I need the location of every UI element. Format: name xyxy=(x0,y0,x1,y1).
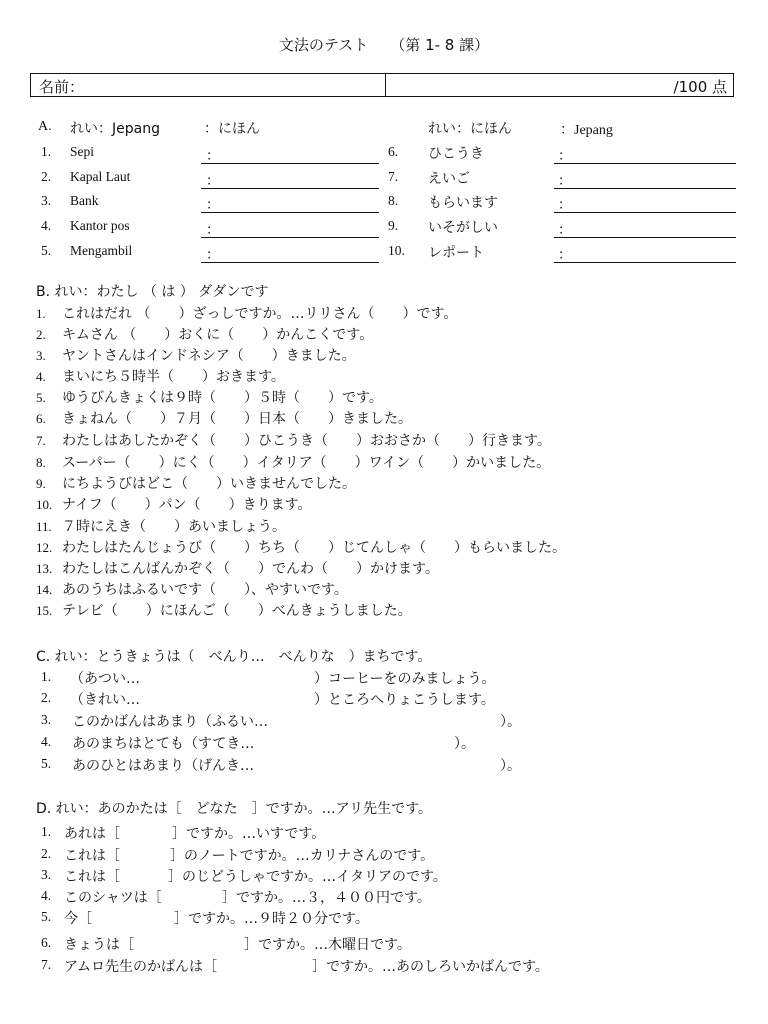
item-text: 今［ xyxy=(64,911,92,927)
item-text: ）。 xyxy=(500,714,521,730)
section-b-header: B. れい：わたし （ は ） ダダンです xyxy=(36,284,269,300)
section-a-example-left xyxy=(70,118,160,138)
section-a-example-right-text: れい：にほん xyxy=(428,121,512,137)
item-number: 7. xyxy=(36,433,46,448)
list-item[interactable] xyxy=(36,345,356,365)
item-text: ］ですか。…３，４００円です。 xyxy=(222,890,431,906)
item-text: あのうちはふるいです（ ）、やすいです。 xyxy=(62,582,348,598)
answer-line[interactable] xyxy=(554,188,736,189)
item-number: 1. xyxy=(36,306,46,321)
name-score-box xyxy=(30,73,734,97)
item-text: あのひとはあまり（げんき… xyxy=(72,758,254,774)
vocab-number: 1. xyxy=(41,144,52,159)
item-number: 4. xyxy=(41,888,52,903)
vocab-number: 4. xyxy=(41,218,52,233)
item-number: 12. xyxy=(36,540,53,555)
item-number: 9. xyxy=(36,476,46,491)
item-text: わたしはあしたかぞく（ ）ひこうき（ ）おおさか（ ）行きます。 xyxy=(62,433,551,449)
item-number: 13. xyxy=(36,561,53,576)
list-item[interactable] xyxy=(36,600,412,620)
vocab-word: Kapal Laut xyxy=(70,169,131,184)
vocab-colon: ： xyxy=(206,247,220,263)
item-number: 14. xyxy=(36,582,53,597)
list-item[interactable] xyxy=(36,387,383,407)
item-number: 3. xyxy=(41,712,52,727)
item-text: ］ですか。…いすです。 xyxy=(172,826,326,842)
vocab-word: いそがしい xyxy=(428,220,498,236)
item-text: ）。 xyxy=(500,758,521,774)
list-item[interactable] xyxy=(36,579,348,599)
vocab-colon: ： xyxy=(206,173,220,189)
item-text: （きれい… xyxy=(70,692,140,708)
item-number: 5. xyxy=(41,909,52,924)
item-text: あのまちはとても（すてき… xyxy=(72,736,255,752)
item-text: キムさん （ ）おくに（ ）かんこくです。 xyxy=(62,327,374,343)
vocab-colon: ： xyxy=(558,148,572,164)
item-number: 1. xyxy=(41,824,52,839)
item-text: テレビ（ ）にほんご（ ）べんきょうしました。 xyxy=(62,603,412,619)
answer-line[interactable] xyxy=(201,262,379,263)
vocab-word: もらいます xyxy=(428,195,498,211)
score-label: /100 点 xyxy=(673,78,727,96)
vocab-colon: ： xyxy=(558,247,572,263)
item-text: きょうは［ xyxy=(64,937,134,953)
page-title xyxy=(0,34,768,55)
item-number: 5. xyxy=(41,756,52,771)
item-text: ７時にえき（ ）あいましょう。 xyxy=(62,519,286,535)
item-text: ）コーヒーをのみましょう。 xyxy=(314,671,496,687)
item-number: 4. xyxy=(41,734,52,749)
answer-line[interactable] xyxy=(554,212,736,213)
answer-line[interactable] xyxy=(201,212,379,213)
item-text: これはだれ （ ）ざっしですか。…リリさん（ ）です。 xyxy=(62,306,458,322)
item-text: ナイフ（ ）パン（ ）きります。 xyxy=(62,497,312,513)
item-number: 2. xyxy=(41,690,52,705)
item-number: 3. xyxy=(41,867,52,882)
answer-line[interactable] xyxy=(201,188,379,189)
list-item[interactable] xyxy=(36,558,439,578)
lesson-range: （第 1- 8 課） xyxy=(390,36,490,54)
vocab-word: えいご xyxy=(428,171,470,187)
vocab-colon: ： xyxy=(558,173,572,189)
item-text: わたしはこんばんかぞく（ ）でんわ（ ）かけます。 xyxy=(62,561,439,577)
item-number: 2. xyxy=(36,327,46,342)
item-text: あれは［ xyxy=(64,826,120,842)
vocab-word: Bank xyxy=(70,193,99,208)
item-text: （あつい… xyxy=(70,671,140,687)
section-a-letter: A. xyxy=(38,119,52,134)
vocab-number: 7. xyxy=(388,169,399,184)
list-item[interactable] xyxy=(36,473,356,493)
vocab-number: 2. xyxy=(41,169,52,184)
item-number: 1. xyxy=(41,669,52,684)
item-number: 6. xyxy=(36,411,46,426)
item-text: アムロ先生のかばんは［ xyxy=(64,959,218,975)
test-title: 文法のテスト xyxy=(278,36,369,54)
vocab-colon: ： xyxy=(558,197,572,213)
item-text: スーパー（ ）にく（ ）イタリア（ ）ワイン（ ）かいました。 xyxy=(62,455,551,471)
item-number: 3. xyxy=(36,348,46,363)
list-item[interactable] xyxy=(36,516,286,536)
list-item[interactable] xyxy=(36,366,285,386)
vocab-number: 9. xyxy=(388,218,399,233)
answer-line[interactable] xyxy=(554,163,736,164)
answer-line[interactable] xyxy=(201,163,379,164)
item-number: 11. xyxy=(36,519,52,534)
item-text: このかばんはあまり（ふるい… xyxy=(72,714,268,730)
vocab-number: 3. xyxy=(41,193,52,208)
item-number: 2. xyxy=(41,846,52,861)
list-item[interactable] xyxy=(36,452,550,472)
item-text: ］ですか。…９時２０分です。 xyxy=(174,911,369,927)
vocab-colon: ： xyxy=(206,222,220,238)
list-item[interactable] xyxy=(36,494,311,514)
vocab-colon: ： xyxy=(558,222,572,238)
list-item[interactable] xyxy=(36,430,551,450)
section-a-example-right-answer: ：Jepang xyxy=(560,123,613,138)
item-number: 4. xyxy=(36,369,46,384)
item-text: ］のノートですか。…カリナさんのです。 xyxy=(170,848,435,864)
list-item[interactable] xyxy=(36,408,412,428)
vocab-number: 6. xyxy=(388,144,399,159)
section-a-example-left-answer: ：にほん xyxy=(204,121,260,137)
answer-line[interactable] xyxy=(554,262,736,263)
list-item[interactable] xyxy=(36,303,457,323)
section-d-header: D. れい：あのかたは［ どなた ］ですか。…アリ先生です。 xyxy=(36,801,432,817)
item-text: わたしはたんじょうび（ ）ちち（ ）じてんしゃ（ ）もらいました。 xyxy=(62,540,566,556)
section-c-header: C. れい：とうきょうは（ べんり… べんりな ）まちです。 xyxy=(36,649,432,665)
section-a-example-left-text: れい：Jepang xyxy=(70,121,160,137)
vocab-number: 8. xyxy=(388,193,399,208)
item-text: これは［ xyxy=(64,869,120,885)
item-number: 5. xyxy=(36,390,46,405)
item-text: まいにち５時半（ ）おきます。 xyxy=(62,369,285,385)
item-text: ］ですか。…あのしろいかばんです。 xyxy=(312,959,549,975)
list-item[interactable] xyxy=(36,324,373,344)
answer-line[interactable] xyxy=(201,237,379,238)
vocab-word: Sepi xyxy=(70,144,95,159)
item-text: ヤントさんはインドネシア（ ）きました。 xyxy=(62,348,356,364)
item-text: にちようびはどこ（ ）いきませんでした。 xyxy=(62,476,356,492)
vocab-colon: ： xyxy=(206,148,220,164)
item-number: 8. xyxy=(36,455,46,470)
vocab-number: 5. xyxy=(41,243,52,258)
name-label: 名前： xyxy=(39,78,85,96)
item-number: 6. xyxy=(41,935,52,950)
item-text: ）ところへりょこうします。 xyxy=(314,692,495,708)
box-divider xyxy=(385,74,386,96)
item-text: ］のじどうしゃですか。…イタリアのです。 xyxy=(168,869,447,885)
vocab-word: レポート xyxy=(428,245,484,261)
item-text: ゆうびんきょくは９時（ ）５時（ ）です。 xyxy=(62,390,383,406)
item-text: きょねん（ ）７月（ ）日本（ ）きました。 xyxy=(62,411,412,427)
vocab-word: Kantor pos xyxy=(70,218,130,233)
item-text: ）。 xyxy=(454,736,475,752)
answer-line[interactable] xyxy=(554,237,736,238)
item-text: このシャツは［ xyxy=(64,890,162,906)
vocab-word: Mengambil xyxy=(70,243,133,258)
list-item[interactable] xyxy=(36,537,566,557)
item-number: 15. xyxy=(36,603,53,618)
vocab-word: ひこうき xyxy=(428,146,484,162)
item-text: ］ですか。…木曜日です。 xyxy=(244,937,411,953)
vocab-number: 10. xyxy=(388,243,405,258)
item-text: これは［ xyxy=(64,848,120,864)
vocab-colon: ： xyxy=(206,197,220,213)
item-number: 7. xyxy=(41,957,52,972)
item-number: 10. xyxy=(36,497,53,512)
